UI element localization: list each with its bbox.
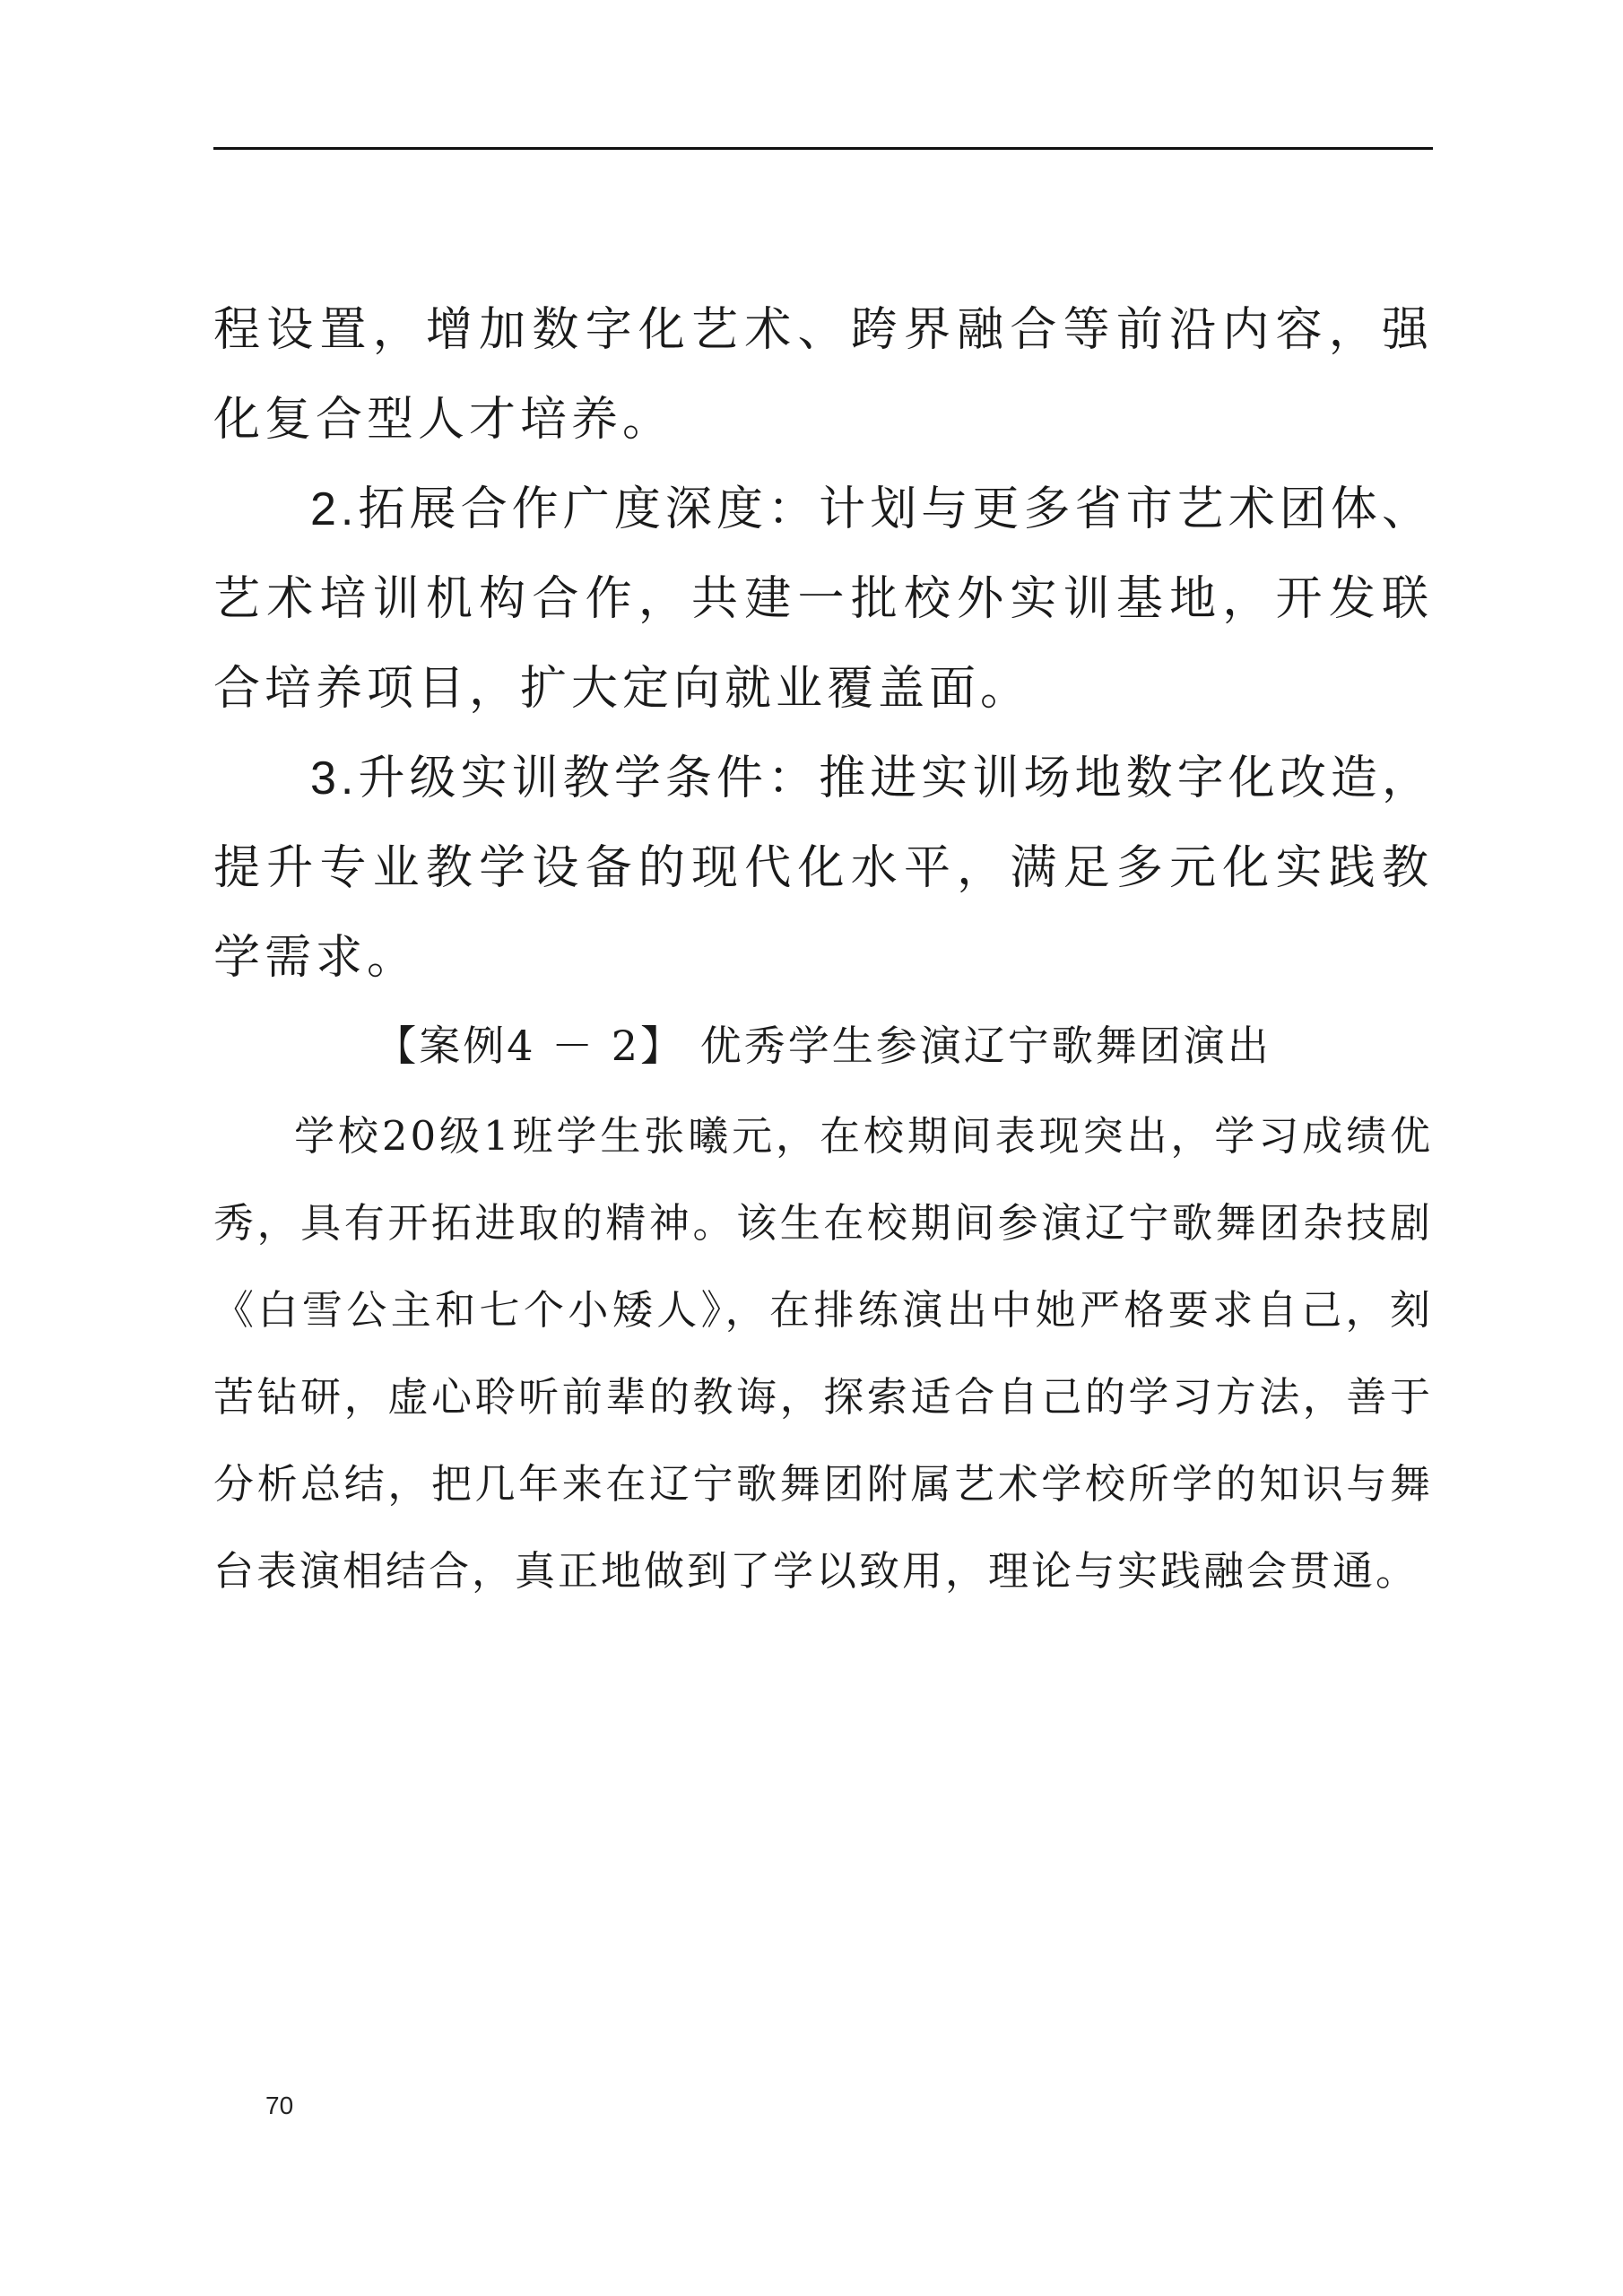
paragraph-item-2	[213, 465, 1433, 734]
page-number: 70	[265, 2092, 294, 2119]
item-2-number: 2.	[310, 483, 359, 535]
case-body: 学校20级1班学生张曦元，在校期间表现突出，学习成绩优秀，具有开拓进取的精神。该生在校期间参演辽宁歌舞团杂技剧《白雪公主和七个小矮人》，在排练演出中她严格要求自己，刻苦钻研，虚心聆听前辈的教诲，探索适合自己的学习方法，善于分析总结，把几年来在辽宁歌舞团附属艺术学校所学的知识与舞台表演相结合，真正地做到了学以致用，理论与实践融会贯通。	[213, 1112, 1433, 1595]
header-rule	[213, 147, 1433, 150]
item-3-number: 3.	[310, 752, 359, 804]
paragraph-continuation	[213, 285, 1433, 465]
item-3-text: 升级实训教学条件：推进实训场地数字化改造，提升专业教学设备的现代化水平，满足多元化实践教学需求。	[213, 752, 1433, 985]
paragraph-1-text: 程设置，增加数字化艺术、跨界融合等前沿内容，强化复合型人才培养。	[213, 303, 1433, 447]
page-content	[213, 285, 1433, 1614]
paragraph-item-3	[213, 734, 1433, 1003]
item-2-text: 拓展合作广度深度：计划与更多省市艺术团体、艺术培训机构合作，共建一批校外实训基地，开发联合培养项目，扩大定向就业覆盖面。	[213, 483, 1433, 716]
case-title: 【案例4 － 2】 优秀学生参演辽宁歌舞团演出	[375, 1022, 1271, 1070]
